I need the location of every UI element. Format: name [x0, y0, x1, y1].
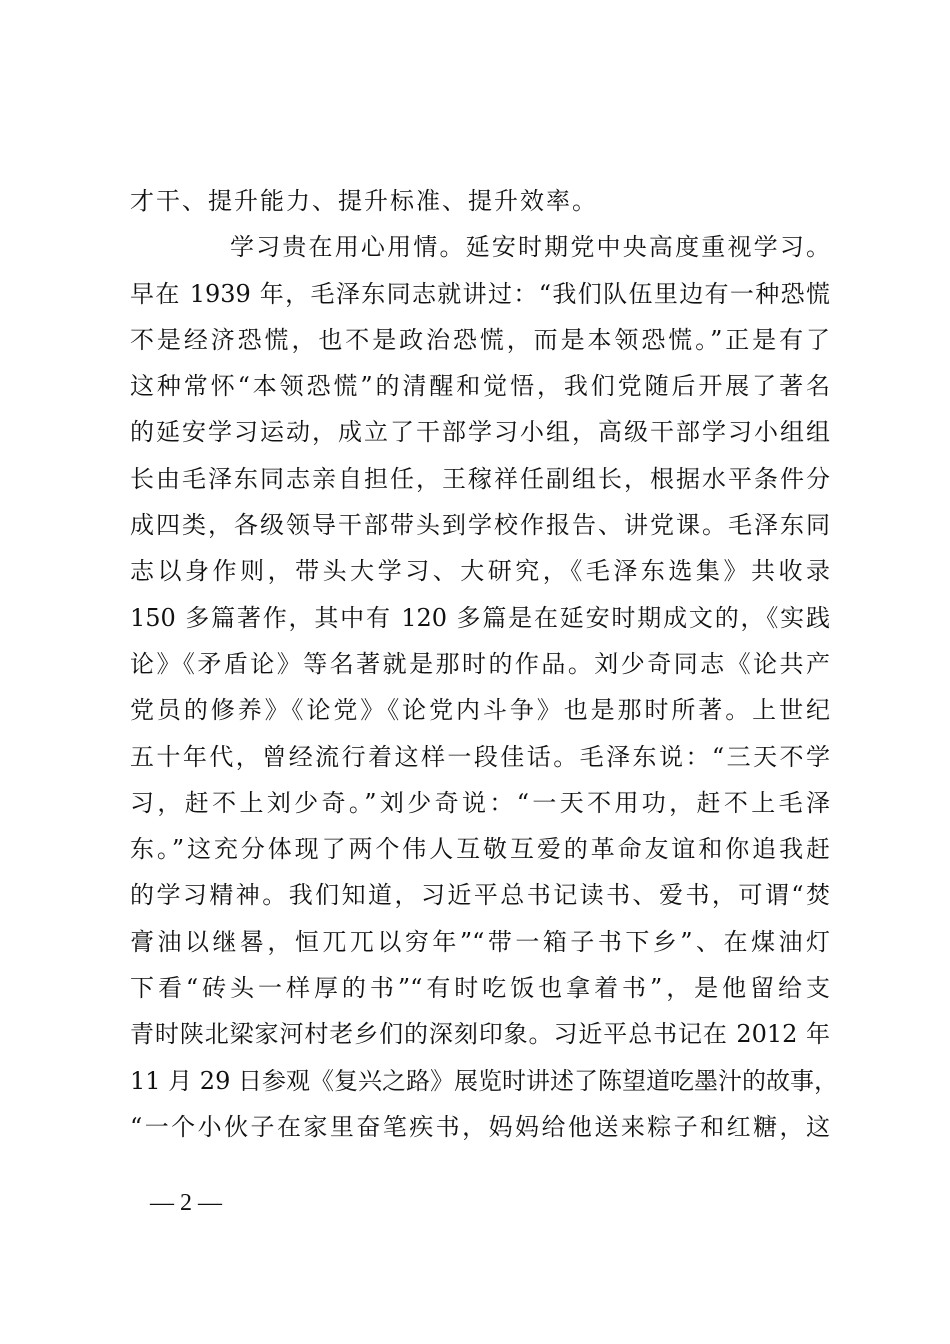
text-line: 这种常怀“本领恐慌”的清醒和觉悟，我们党随后开展了著名 — [130, 372, 830, 401]
text-line: 才干、提升能力、提升标准、提升效率。 — [130, 187, 598, 215]
text-line: 长由毛泽东同志亲自担任，王稼祥任副组长，根据水平条件分 — [130, 464, 830, 493]
text-line: 下看“砖头一样厚的书”“有时吃饭也拿着书”，是他留给支 — [130, 974, 830, 1003]
text-line: 志以身作则，带头大学习、大研究，《毛泽东选集》共收录 — [130, 557, 830, 586]
text-line: 不是经济恐慌，也不是政治恐慌，而是本领恐慌。”正是有了 — [130, 325, 830, 354]
text-line: 早在 1939 年，毛泽东同志就讲过：“我们队伍里边有一种恐慌 — [130, 279, 830, 308]
text-line: 党员的修养》《论党》《论党内斗争》也是那时所著。上世纪 — [130, 696, 830, 725]
text-line: 东。”这充分体现了两个伟人互敬互爱的革命友谊和你追我赶 — [130, 835, 830, 864]
text-line: 的延安学习运动，成立了干部学习小组，高级干部学习小组组 — [130, 418, 830, 447]
text-line: 膏油以继晷，恒兀兀以穷年”“带一箱子书下乡”、在煤油灯 — [130, 927, 830, 956]
text-line: 习，赶不上刘少奇。”刘少奇说：“一天不用功，赶不上毛泽 — [130, 788, 830, 817]
page-number: — 2 — — [150, 1190, 222, 1216]
text-line: 青时陕北梁家河村老乡们的深刻印象。习近平总书记在 2012 年 — [130, 1020, 830, 1049]
body-text — [130, 178, 838, 1150]
paragraph-first-line: 学习贵在用心用情。延安时期党中央高度重视学习。 — [230, 233, 830, 262]
text-line: 成四类，各级领导干部带头到学校作报告、讲党课。毛泽东同 — [130, 511, 830, 540]
text-line: 的学习精神。我们知道，习近平总书记读书、爱书，可谓“焚 — [130, 881, 830, 910]
text-line: 论》《矛盾论》等名著就是那时的作品。刘少奇同志《论共产 — [130, 649, 830, 678]
text-line: “一个小伙子在家里奋笔疾书，妈妈给他送来粽子和红糖，这 — [130, 1112, 830, 1141]
text-line: 150 多篇著作，其中有 120 多篇是在延安时期成文的，《实践 — [130, 603, 830, 632]
text-line: 11 月 29 日参观《复兴之路》展览时讲述了陈望道吃墨汁的故事， — [130, 1066, 838, 1095]
text-line: 五十年代，曾经流行着这样一段佳话。毛泽东说：“三天不学 — [130, 742, 830, 771]
